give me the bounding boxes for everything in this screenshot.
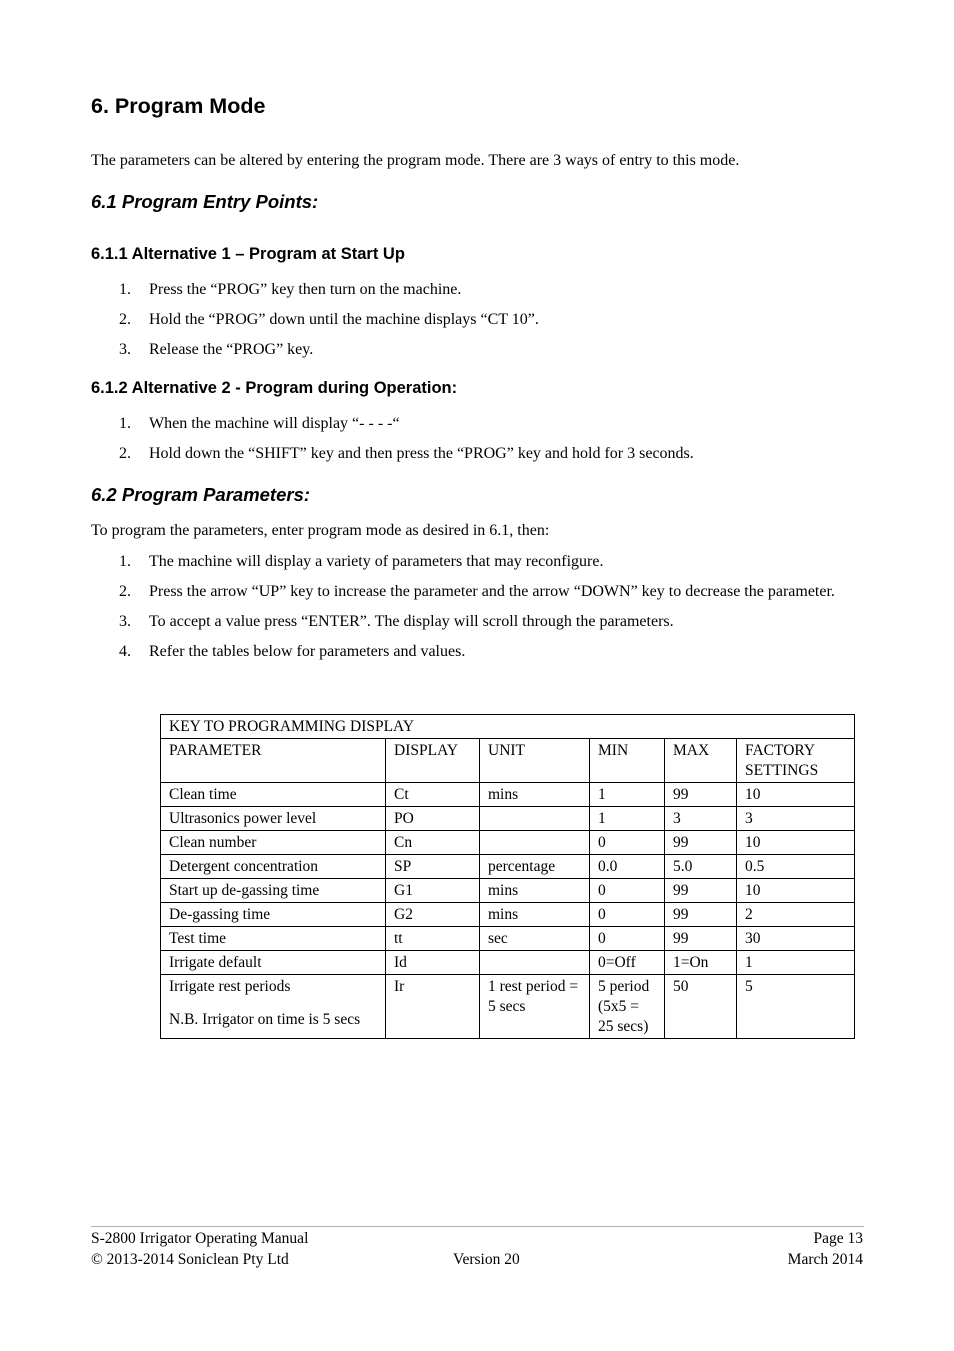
table-cell: 0 bbox=[590, 831, 665, 855]
table-cell: 1 bbox=[590, 807, 665, 831]
table-cell: 1 bbox=[590, 783, 665, 807]
list-item bbox=[0, 552, 839, 572]
table-row bbox=[161, 879, 855, 903]
parameter-name: Irrigate rest periods bbox=[169, 978, 291, 995]
table-cell: 99 bbox=[665, 903, 737, 927]
table-cell: 30 bbox=[737, 927, 855, 951]
table-cell: 0 bbox=[590, 903, 665, 927]
table-cell: G2 bbox=[386, 903, 480, 927]
table-cell: SP bbox=[386, 855, 480, 879]
alt2-steps-list bbox=[0, 414, 954, 464]
table-cell: 99 bbox=[665, 831, 737, 855]
table-cell: 0.0 bbox=[590, 855, 665, 879]
table-cell: 10 bbox=[737, 783, 855, 807]
column-header: MAX bbox=[665, 739, 737, 783]
subsection-heading-6-2: 6.2 Program Parameters: bbox=[91, 484, 311, 505]
table-row bbox=[161, 927, 855, 951]
column-header: MIN bbox=[590, 739, 665, 783]
list-number: 2. bbox=[119, 445, 131, 462]
table-cell: mins bbox=[480, 783, 590, 807]
list-item bbox=[0, 642, 839, 662]
table-cell: Clean number bbox=[161, 831, 386, 855]
list-item bbox=[0, 310, 839, 330]
list-text: When the machine will display “- - - -“ bbox=[149, 415, 400, 432]
list-item bbox=[0, 280, 839, 300]
list-number: 2. bbox=[119, 311, 131, 328]
table-cell: 0.5 bbox=[737, 855, 855, 879]
footer-divider bbox=[91, 1226, 864, 1227]
table-cell: 0=Off bbox=[590, 951, 665, 975]
table-row bbox=[161, 831, 855, 855]
alt1-steps-list bbox=[0, 280, 954, 360]
footer-manual-title: S-2800 Irrigator Operating Manual bbox=[91, 1230, 309, 1247]
table-cell: mins bbox=[480, 903, 590, 927]
table-cell: De-gassing time bbox=[161, 903, 386, 927]
table-cell: 99 bbox=[665, 783, 737, 807]
table-cell: Detergent concentration bbox=[161, 855, 386, 879]
programming-display-table bbox=[160, 714, 855, 1039]
column-header: UNIT bbox=[480, 739, 590, 783]
list-item bbox=[0, 582, 839, 602]
table-cell: mins bbox=[480, 879, 590, 903]
footer-version: Version 20 bbox=[453, 1251, 520, 1268]
table-cell: 5 bbox=[737, 975, 855, 1039]
intro-paragraph: The parameters can be altered by entering the program mode. There are 3 ways of entry to this mode. bbox=[91, 152, 740, 169]
section-heading: 6. Program Mode bbox=[91, 94, 266, 118]
table-cell: Test time bbox=[161, 927, 386, 951]
table-cell: 2 bbox=[737, 903, 855, 927]
table-row bbox=[161, 783, 855, 807]
list-text: Hold down the “SHIFT” key and then press the “PROG” key and hold for 3 seconds. bbox=[149, 445, 694, 462]
parameter-note: N.B. Irrigator on time is 5 secs bbox=[169, 1011, 361, 1028]
table-cell: 10 bbox=[737, 831, 855, 855]
table-cell: Clean time bbox=[161, 783, 386, 807]
table-cell: 0 bbox=[590, 879, 665, 903]
list-number: 3. bbox=[119, 341, 131, 358]
list-text: Press the arrow “UP” key to increase the parameter and the arrow “DOWN” key to decrease the parameter. bbox=[149, 583, 835, 600]
footer-date: March 2014 bbox=[787, 1251, 863, 1268]
params-intro: To program the parameters, enter program mode as desired in 6.1, then: bbox=[91, 522, 550, 539]
list-text: Hold the “PROG” down until the machine displays “CT 10”. bbox=[149, 311, 539, 328]
table-body bbox=[161, 783, 855, 975]
subsection-heading-6-1: 6.1 Program Entry Points: bbox=[91, 191, 319, 212]
table-cell: 0 bbox=[590, 927, 665, 951]
table-cell: Ct bbox=[386, 783, 480, 807]
list-text: Refer the tables below for parameters and values. bbox=[149, 643, 466, 660]
list-item bbox=[0, 612, 839, 632]
list-number: 3. bbox=[119, 613, 131, 630]
table-cell: Start up de-gassing time bbox=[161, 879, 386, 903]
table-cell: PO bbox=[386, 807, 480, 831]
table-cell: Ultrasonics power level bbox=[161, 807, 386, 831]
table-cell: 1 bbox=[737, 951, 855, 975]
param-steps-list bbox=[0, 552, 954, 662]
list-text: Release the “PROG” key. bbox=[149, 341, 314, 358]
table-cell: 5.0 bbox=[665, 855, 737, 879]
column-header: FACTORY SETTINGS bbox=[737, 739, 855, 783]
column-header: DISPLAY bbox=[386, 739, 480, 783]
list-item bbox=[0, 340, 839, 360]
list-number: 1. bbox=[119, 415, 131, 432]
table-cell: Ir bbox=[386, 975, 480, 1039]
table-cell: 3 bbox=[665, 807, 737, 831]
list-text: Press the “PROG” key then turn on the machine. bbox=[149, 281, 462, 298]
list-number: 1. bbox=[119, 281, 131, 298]
table-cell: G1 bbox=[386, 879, 480, 903]
table-cell: tt bbox=[386, 927, 480, 951]
subsection-heading-6-1-1: 6.1.1 Alternative 1 – Program at Start Up bbox=[91, 245, 405, 263]
table-row bbox=[161, 951, 855, 975]
list-text: The machine will display a variety of parameters that may reconfigure. bbox=[149, 553, 604, 570]
list-text: To accept a value press “ENTER”. The display will scroll through the parameters. bbox=[149, 613, 674, 630]
table-cell: 5 period (5x5 = 25 secs) bbox=[590, 975, 665, 1039]
column-header: PARAMETER bbox=[161, 739, 386, 783]
table-row bbox=[161, 807, 855, 831]
table-cell bbox=[480, 807, 590, 831]
list-item bbox=[0, 414, 839, 434]
table-cell bbox=[480, 951, 590, 975]
table-row bbox=[161, 855, 855, 879]
subsection-heading-6-1-2: 6.1.2 Alternative 2 - Program during Operation: bbox=[91, 379, 458, 397]
table-title: KEY TO PROGRAMMING DISPLAY bbox=[161, 715, 855, 739]
table-cell: Id bbox=[386, 951, 480, 975]
table-cell: 3 bbox=[737, 807, 855, 831]
table-title-row bbox=[161, 715, 855, 739]
footer-copyright: © 2013-2014 Soniclean Pty Ltd bbox=[91, 1251, 289, 1268]
table-cell: Cn bbox=[386, 831, 480, 855]
footer-page-number: Page 13 bbox=[813, 1230, 863, 1247]
table-cell: 50 bbox=[665, 975, 737, 1039]
table-cell: 99 bbox=[665, 879, 737, 903]
table-header-row bbox=[161, 739, 855, 783]
table-cell: percentage bbox=[480, 855, 590, 879]
table-cell: 99 bbox=[665, 927, 737, 951]
table-cell bbox=[161, 975, 386, 1039]
table-cell bbox=[480, 831, 590, 855]
table-cell: sec bbox=[480, 927, 590, 951]
table-cell: 1=On bbox=[665, 951, 737, 975]
table-row bbox=[161, 903, 855, 927]
list-item bbox=[0, 444, 839, 464]
list-number: 2. bbox=[119, 583, 131, 600]
table-cell: Irrigate default bbox=[161, 951, 386, 975]
table-cell: 1 rest period = 5 secs bbox=[480, 975, 590, 1039]
table-row bbox=[161, 975, 855, 1039]
list-number: 1. bbox=[119, 553, 131, 570]
table-cell: 10 bbox=[737, 879, 855, 903]
list-number: 4. bbox=[119, 643, 131, 660]
